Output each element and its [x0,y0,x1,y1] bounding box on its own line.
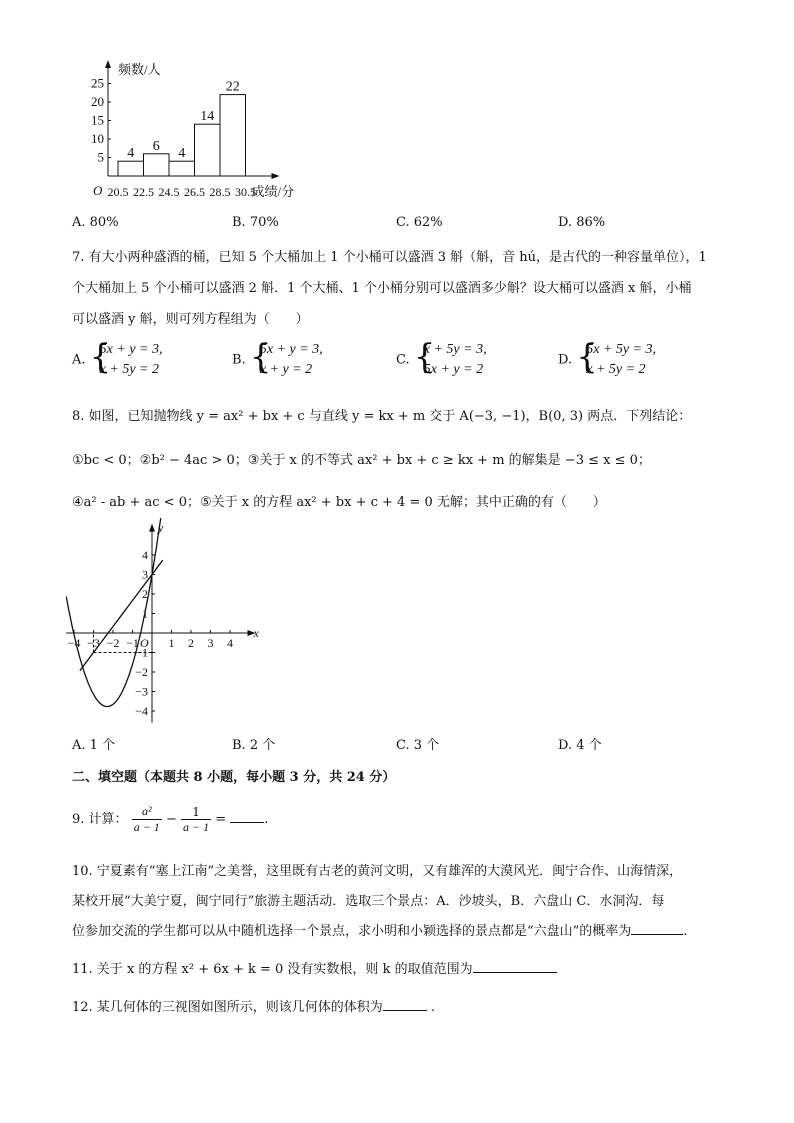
q8-graph-x-tick-label: −4 [67,636,81,650]
q7-option-b-eq1: 5x + y = 3, [259,342,323,357]
histogram-y-tick-label: 5 [97,149,104,165]
q8-option-a[interactable]: A. 1 个 [72,738,116,753]
histogram-y-tick-label: 15 [91,112,104,128]
q9-equals: = [215,812,227,827]
q8-graph-origin-label: O [140,636,149,650]
histogram-bar [144,154,170,176]
q8-option-c[interactable]: C. 3 个 [396,738,440,753]
histogram-bar [118,161,144,176]
q7-text-line2: 个大桶加上 5 个小桶可以盛酒 2 斛．1 个大桶、1 个小桶分别可以盛酒多少斛？设大桶可以盛酒 x 斛，小桶 [72,281,692,296]
q10-end: . [683,924,688,939]
histogram-bar [220,95,246,176]
q7-option-a-eq1: 5x + y = 3, [99,342,163,357]
q7-text-line1: 7. 有大小两种盛酒的桶，已知 5 个大桶加上 1 个小桶可以盛酒 3 斛（斛，音 hú，是古代的一种容量单位），1 [72,250,707,265]
q8-function-graph [66,518,276,723]
histogram-bar-value-label: 4 [127,146,135,162]
histogram-x-tick-label: 24.5 [158,185,180,199]
q8-graph-x-tick-label: 1 [168,636,175,650]
histogram-x-tick-label: 26.5 [184,185,205,199]
q7-option-c-label: C. [396,352,410,368]
histogram-bar-value-label: 6 [152,138,160,154]
q8-graph-y-tick-label: −3 [135,684,148,699]
q9-fraction-2 [181,805,211,835]
q7-option-d-eq1: 5x + 5y = 3, [586,342,657,357]
q8-graph-y-arrow [149,524,155,532]
q9-frac1-denominator: a − 1 [133,820,160,834]
q7-option-d-label: D. [558,352,573,368]
q8-graph-x-tick-label: −3 [87,636,100,650]
q9-end: . [264,812,269,827]
q7-option-d[interactable]: D. { 5x + 5y = 3, x + 5y = 2 [558,340,656,380]
histogram-y-tick-label: 10 [91,131,104,146]
q8-graph-x-tick-label: 4 [227,636,233,650]
q8-straight-line [80,560,163,671]
q12-end: . [430,1000,436,1015]
histogram-x-tick-label: 28.5 [209,185,231,199]
histogram-x-tick-label: 20.5 [107,185,129,199]
q6-option-c[interactable]: C. 62% [396,215,443,230]
q9-line [72,804,268,835]
q7-option-b-label: B. [232,352,246,368]
q8-graph-y-label: y [158,520,164,535]
q9-fraction-1 [132,804,162,835]
q7-option-d-eq2: x + 5y = 2 [586,362,646,377]
q7-option-c[interactable]: C. { x + 5y = 3, 5x + y = 2 [396,340,487,380]
q8-graph-x-tick-label: −2 [106,636,120,650]
q9-minus: − [165,812,177,827]
histogram-bar [169,161,195,176]
histogram-x-tick-label: 22.5 [133,185,154,199]
q7-option-b[interactable]: B. { 5x + y = 3, x + y = 2 [232,340,323,380]
q8-graph-y-tick-label: 4 [142,548,148,562]
histogram-bar-value-label: 4 [178,146,186,162]
q9-frac1-numerator: a² [132,804,162,820]
q7-option-c-eq1: x + 5y = 3, [423,342,487,357]
q7-text-line3: 可以盛酒 y 斛，则可列方程组为（ ） [72,312,309,327]
q12-answer-blank[interactable] [383,998,427,1011]
q9-answer-blank[interactable] [230,810,264,823]
q7-option-a[interactable]: A. { 5x + y = 3, x + 5y = 2 [72,340,163,380]
q11-text: 11. 关于 x 的方程 x² + 6x + k = 0 没有实数根，则 k 的取值范围为 [72,962,473,977]
q6-option-d[interactable]: D. 86% [558,215,606,230]
q8-graph-y-tick-label: 1 [142,606,148,621]
histogram-x-tick-label: 30.5 [235,185,256,199]
histogram-origin-label: O [93,183,103,198]
q12-line [72,996,435,1015]
q8-graph-x-tick-label: 2 [188,636,194,650]
q11-line [72,958,557,977]
q8-graph-x-tick-label: −1 [126,636,139,650]
histogram-bar [195,124,221,176]
q7-option-a-label: A. [72,352,86,368]
q10-text-line2: 某校开展“大美宁夏，闽宁同行”旅游主题活动．选取三个景点：A．沙坡头，B．六盘山 C．水洞沟．每 [72,894,665,909]
histogram-y-tick-label: 20 [91,94,104,109]
q8-text-line1: 8. 如图，已知抛物线 y = ax² + bx + c 与直线 y = kx + m 交于 A(−3, −1)，B(0, 3) 两点．下列结论： [72,409,692,424]
histogram-bar-value-label: 22 [225,79,240,95]
q10-text-line1: 10. 宁夏素有“塞上江南”之美誉，这里既有古老的黄河文明，又有雄浑的大漠风光．闽宁合作、山海情深， [72,864,683,879]
q10-text-line3-wrap [72,920,687,939]
histogram-y-arrow [105,60,111,68]
histogram-chart [68,58,368,208]
q8-graph-y-tick-label: −2 [135,665,148,679]
q8-text-line2: ①bc < 0；②b² − 4ac > 0；③关于 x 的不等式 ax² + bx + c ≥ kx + m 的解集是 −3 ≤ x ≤ 0； [72,453,651,468]
histogram-x-label: 成绩/分 [251,184,295,199]
histogram-y-tick-label: 25 [91,75,104,91]
q6-option-b[interactable]: B. 70% [232,215,279,230]
q10-answer-blank[interactable] [631,922,683,935]
q9-frac2-denominator: a − 1 [182,819,210,834]
q9-frac2-numerator: 1 [181,805,211,820]
q8-option-b[interactable]: B. 2 个 [232,738,276,753]
q8-option-d[interactable]: D. 4 个 [558,738,602,753]
q7-option-c-eq2: 5x + y = 2 [423,362,484,377]
q11-answer-blank[interactable] [473,960,557,973]
histogram-y-label: 频数/人 [118,62,161,77]
q8-graph-y-tick-label: −4 [135,704,148,718]
q7-option-a-eq2: x + 5y = 2 [99,362,159,377]
q9-prefix: 9. 计算： [72,812,128,827]
q10-text-line3: 位参加交流的学生都可以从中随机选择一个景点，求小明和小颖选择的景点都是“六盘山”的概率为 [72,924,632,939]
histogram-x-arrow [272,173,280,179]
histogram-bar-value-label: 14 [200,109,215,125]
q7-option-b-eq2: x + y = 2 [259,362,313,377]
q8-text-line3: ④a² - ab + ac < 0；⑤关于 x 的方程 ax² + bx + c + 4 = 0 无解；其中正确的有（ ） [72,495,606,510]
q8-graph-y-tick-label: 3 [142,567,148,582]
q8-graph-x-tick-label: 3 [207,636,214,650]
q12-text: 12. 某几何体的三视图如图所示，则该几何体的体积为 [72,1000,383,1015]
q6-option-a[interactable]: A. 80% [72,215,119,230]
q8-graph-x-label: x [253,626,259,640]
q8-graph-y-tick-label: 2 [142,587,148,601]
q8-graph-y-tick-label: −1 [135,645,148,660]
section2-heading: 二、填空题（本题共 8 小题，每小题 3 分，共 24 分） [72,770,396,785]
